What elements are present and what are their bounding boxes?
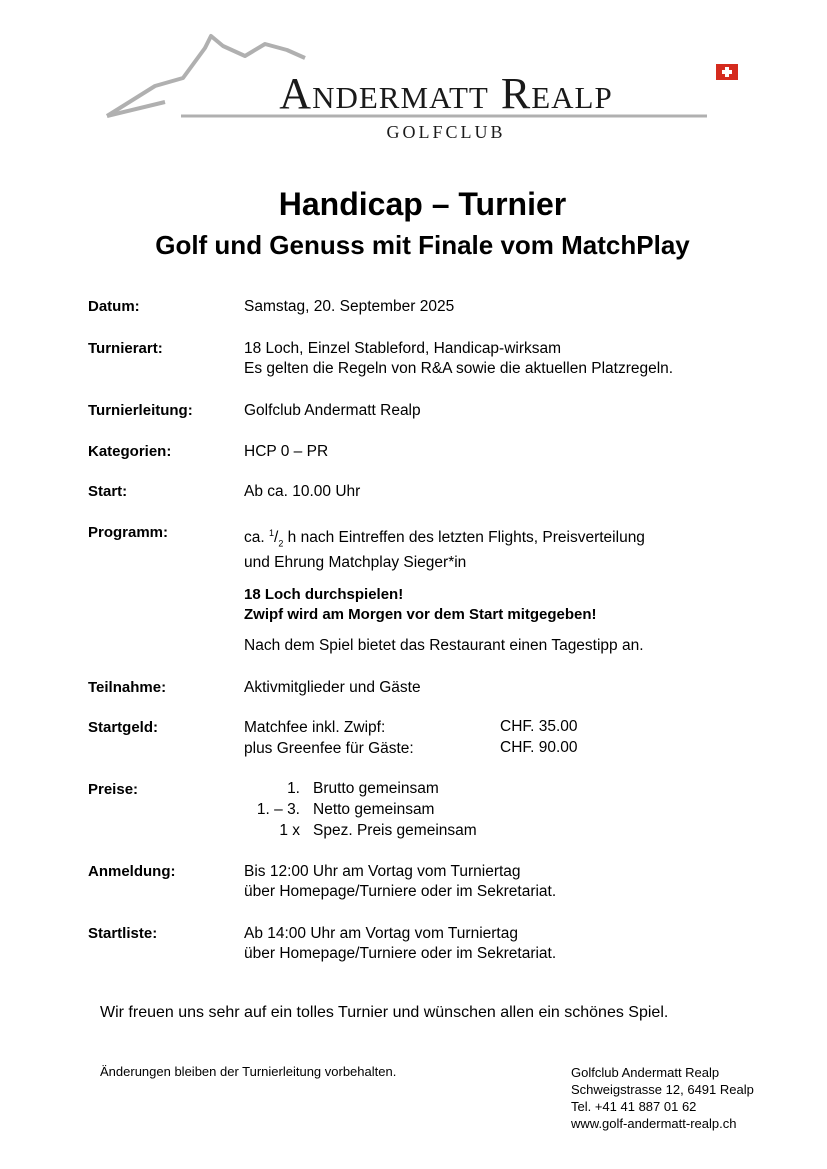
anmeldung-label: Anmeldung: — [88, 863, 176, 880]
club-logo — [105, 30, 745, 145]
kategorien-label: Kategorien: — [88, 443, 172, 460]
fraction-numerator: 1 — [269, 528, 275, 538]
footer-address: Schweigstrasse 12, 6491 Realp — [571, 1082, 754, 1097]
closing-text: Wir freuen uns sehr auf ein tolles Turnier und wünschen allen ein schönes Spiel. — [100, 1004, 669, 1021]
fraction-denominator: 2 — [278, 538, 284, 549]
swiss-flag-icon — [716, 64, 738, 80]
turnierleitung-label: Turnierleitung: — [88, 402, 193, 419]
prize-rank: 1. – 3. — [256, 801, 300, 818]
prize-rank: 1. — [287, 780, 300, 797]
programm-prefix: ca. — [244, 529, 265, 547]
programm-bold1: 18 Loch durchspielen! — [244, 586, 404, 603]
footer-disclaimer: Änderungen bleiben der Turnierleitung vorbehalten. — [100, 1064, 397, 1079]
programm-line2: und Ehrung Matchplay Sieger*in — [244, 554, 467, 572]
programm-value — [244, 523, 645, 573]
preise-label: Preise: — [88, 781, 139, 798]
kategorien-value: HCP 0 – PR — [244, 443, 329, 460]
programm-bold2: Zwipf wird am Morgen vor dem Start mitgegeben! — [244, 606, 597, 623]
anmeldung-line2: über Homepage/Turniere oder im Sekretariat. — [244, 883, 557, 900]
startgeld-row1-label: Matchfee inkl. Zwipf: — [244, 719, 386, 736]
startliste-line1: Ab 14:00 Uhr am Vortag vom Turniertag — [244, 925, 518, 942]
start-label: Start: — [88, 483, 128, 500]
startgeld-row2-label: plus Greenfee für Gäste: — [244, 740, 414, 757]
logo-name: Andermatt Realp — [279, 69, 613, 118]
anmeldung-value — [244, 862, 556, 902]
startgeld-row1-value: CHF. 35.00 — [500, 718, 578, 735]
startliste-value — [244, 924, 556, 964]
prize-text: Spez. Preis gemeinsam — [313, 822, 477, 839]
turnierart-line1: 18 Loch, Einzel Stableford, Handicap-wirksam — [244, 340, 562, 357]
teilnahme-label: Teilnahme: — [88, 679, 167, 696]
prize-text: Brutto gemeinsam — [313, 780, 439, 797]
turnierart-value — [244, 339, 673, 379]
prize-rank: 1 x — [279, 822, 300, 839]
startgeld-row2-value: CHF. 90.00 — [500, 739, 578, 756]
turnierleitung-value: Golfclub Andermatt Realp — [244, 402, 421, 419]
datum-value: Samstag, 20. September 2025 — [244, 298, 455, 315]
footer-club: Golfclub Andermatt Realp — [571, 1065, 720, 1080]
teilnahme-value: Aktivmitglieder und Gäste — [244, 679, 421, 696]
programm-line1: ca. $^1/_2$ h nach Eintreffen des letzten Flights, Preisverteilung — [244, 528, 645, 549]
prize-text: Netto gemeinsam — [313, 801, 435, 818]
footer-phone: Tel. +41 41 887 01 62 — [571, 1099, 697, 1114]
page-subtitle: Golf und Genuss mit Finale vom MatchPlay — [155, 230, 690, 260]
startliste-label: Startliste: — [88, 925, 158, 942]
programm-bold-notes — [244, 585, 597, 625]
page-title: Handicap – Turnier — [278, 186, 567, 222]
start-value: Ab ca. 10.00 Uhr — [244, 483, 361, 500]
logo-subtitle: GOLFCLUB — [386, 122, 506, 142]
datum-label: Datum: — [88, 298, 140, 315]
turnierart-line2: Es gelten die Regeln von R&A sowie die aktuellen Platzregeln. — [244, 360, 674, 377]
startliste-line2: über Homepage/Turniere oder im Sekretariat. — [244, 945, 557, 962]
programm-label: Programm: — [88, 524, 169, 541]
footer-contact — [571, 1064, 754, 1132]
startgeld-label: Startgeld: — [88, 719, 159, 736]
programm-note: Nach dem Spiel bietet das Restaurant einen Tagestipp an. — [244, 637, 644, 654]
anmeldung-line1: Bis 12:00 Uhr am Vortag vom Turniertag — [244, 863, 521, 880]
footer-web-link[interactable]: www.golf-andermatt-realp.ch — [571, 1116, 737, 1131]
turnierart-label: Turnierart: — [88, 340, 163, 357]
programm-line1-rest: h nach Eintreffen des letzten Flights, Preisverteilung — [287, 529, 645, 547]
